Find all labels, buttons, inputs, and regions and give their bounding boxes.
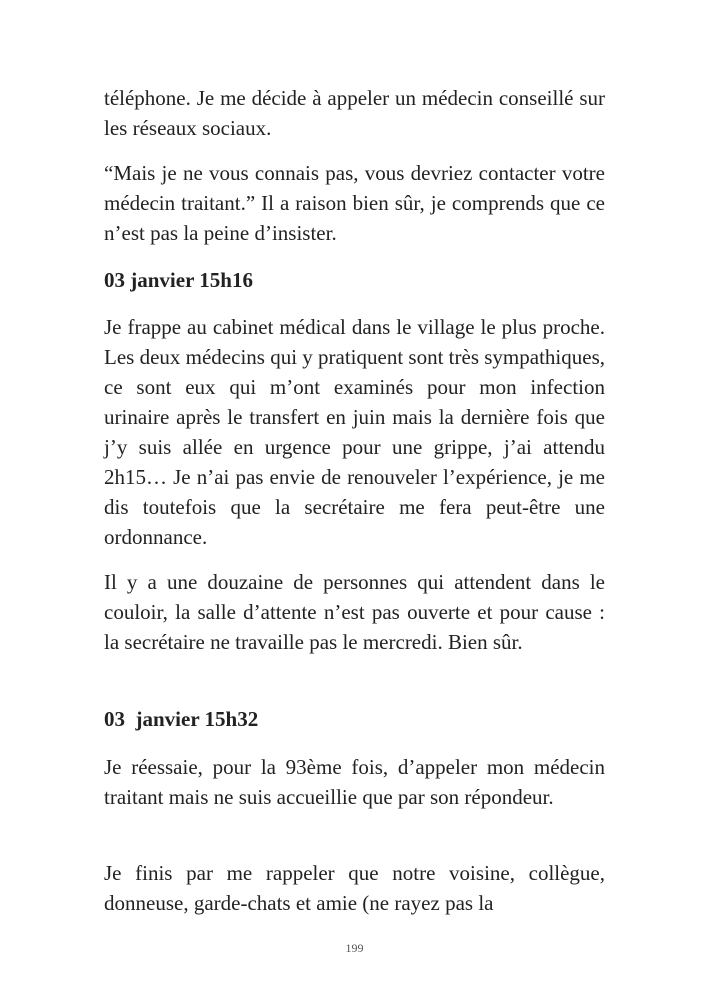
page-number: 199 (345, 941, 364, 955)
paragraph-retry-call: Je réessaie, pour la 93ème fois, d’appeler mon médecin traitant mais ne suis accueillie que par son répondeur. (104, 755, 605, 809)
section-heading-15h16: 03 janvier 15h16 (104, 268, 253, 292)
section-heading-15h32: 03 janvier 15h32 (104, 707, 259, 731)
paragraph-neighbor: Je finis par me rappeler que notre voisine, collègue, donneuse, garde-chats et amie (ne rayez pas la (104, 861, 605, 915)
paragraph-telephone: téléphone. Je me décide à appeler un médecin conseillé sur les réseaux sociaux. (104, 86, 605, 140)
paragraph-quote-doctor: “Mais je ne vous connais pas, vous devriez contacter votre médecin traitant.” Il a raison bien sûr, je comprends que ce n’est pas la peine d’insister. (104, 161, 605, 245)
paragraph-cabinet-medical: Je frappe au cabinet médical dans le village le plus proche. Les deux médecins qui y pratiquent sont très sympathiques, ce sont eux qui m’ont examinés pour mon infection urinaire après le transfert en juin mais la dernière fois que j’y suis allée en urgence pour une grippe, j’ai attendu 2h15… Je n’ai pas envie de renouveler l’expérience, je me dis toutefois que la secrétaire me fera peut-être une ordonnance. (104, 315, 605, 549)
paragraph-waiting-room: Il y a une douzaine de personnes qui attendent dans le couloir, la salle d’attente n’est pas ouverte et pour cause : la secrétaire ne travaille pas le mercredi. Bien sûr. (104, 570, 605, 654)
